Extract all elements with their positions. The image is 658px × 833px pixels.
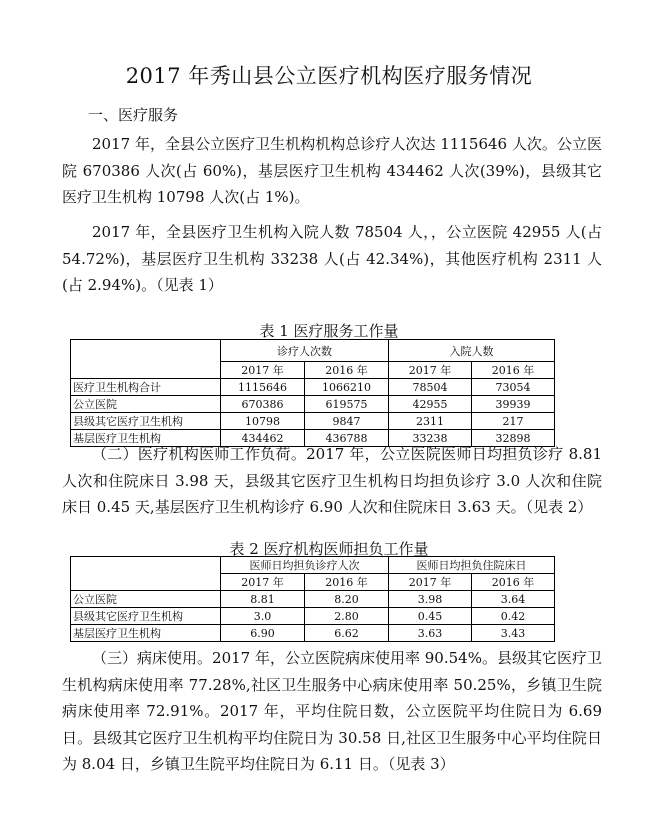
table-cell: 10798 bbox=[221, 413, 305, 430]
table2-group-daily-bed-days: 医师日均担负住院床日 bbox=[389, 557, 555, 574]
row-label: 公立医院 bbox=[71, 591, 221, 608]
paragraph-inpatient: 2017 年，全县医疗卫生机构入院人数 78504 人，，公立医院 42955 人(占 54.72%)，基层医疗卫生机构 33238 人(占 42.34%)，其他医疗机构 2311 人(占 2.94%)。（见表 1） bbox=[62, 223, 602, 294]
table-cell: 3.64 bbox=[472, 591, 555, 608]
table-cell: 42955 bbox=[389, 396, 472, 413]
table1-group-visits: 诊疗人次数 bbox=[221, 340, 389, 362]
paragraph-physician-workload: （二）医疗机构医师工作负荷。2017 年，公立医院医师日均担负诊疗 8.81 人次和住院床日 3.98 天，县级其它医疗卫生机构日均担负诊疗 3.0 人次和住院床日 0.45 天,基层医疗卫生机构诊疗 6.90 人次和住院床日 3.63 天。（见表 2） bbox=[62, 445, 602, 516]
table2-year-cell: 2016 年 bbox=[472, 574, 555, 591]
row-label: 公立医院 bbox=[71, 396, 221, 413]
table-cell: 32898 bbox=[472, 430, 555, 447]
table2-group-header-row bbox=[71, 557, 555, 574]
section-heading-medical-service: 一、医疗服务 bbox=[88, 106, 179, 124]
table1-group-header-row bbox=[71, 340, 555, 362]
table-cell: 3.0 bbox=[221, 608, 305, 625]
table-cell: 6.62 bbox=[305, 625, 389, 642]
table-cell: 2311 bbox=[389, 413, 472, 430]
row-label: 医疗卫生机构合计 bbox=[71, 379, 221, 396]
table-cell: 1115646 bbox=[221, 379, 305, 396]
table-cell: 9847 bbox=[305, 413, 389, 430]
table1-year-cell: 2017 年 bbox=[389, 362, 472, 379]
table-cell: 73054 bbox=[472, 379, 555, 396]
table-row bbox=[71, 396, 555, 413]
table-cell: 39939 bbox=[472, 396, 555, 413]
table-cell: 670386 bbox=[221, 396, 305, 413]
table1-corner-cell bbox=[71, 340, 221, 379]
table-row bbox=[71, 625, 555, 642]
table-cell: 1066210 bbox=[305, 379, 389, 396]
table-cell: 0.42 bbox=[472, 608, 555, 625]
table-row bbox=[71, 591, 555, 608]
table-medical-service-workload bbox=[70, 339, 555, 447]
table-cell: 3.63 bbox=[389, 625, 472, 642]
table2-year-cell: 2017 年 bbox=[221, 574, 305, 591]
table1-year-cell: 2017 年 bbox=[221, 362, 305, 379]
table-cell: 217 bbox=[472, 413, 555, 430]
table-cell: 8.81 bbox=[221, 591, 305, 608]
table-row bbox=[71, 608, 555, 625]
table2-year-cell: 2016 年 bbox=[305, 574, 389, 591]
table-physician-workload bbox=[70, 556, 555, 642]
table-cell: 2.80 bbox=[305, 608, 389, 625]
table1-year-cell: 2016 年 bbox=[472, 362, 555, 379]
table-cell: 6.90 bbox=[221, 625, 305, 642]
table2-caption: 表 2 医疗机构医师担负工作量 bbox=[229, 540, 429, 558]
table-cell: 33238 bbox=[389, 430, 472, 447]
row-label: 基层医疗卫生机构 bbox=[71, 430, 221, 447]
table2-corner-cell bbox=[71, 557, 221, 591]
table-cell: 8.20 bbox=[305, 591, 389, 608]
table1-group-admissions: 入院人数 bbox=[389, 340, 555, 362]
table1-caption: 表 1 医疗服务工作量 bbox=[259, 322, 399, 340]
table2-group-daily-visits: 医师日均担负诊疗人次 bbox=[221, 557, 389, 574]
table2-year-cell: 2017 年 bbox=[389, 574, 472, 591]
document-title: 2017 年秀山县公立医疗机构医疗服务情况 bbox=[125, 64, 533, 88]
table-cell: 436788 bbox=[305, 430, 389, 447]
row-label: 县级其它医疗卫生机构 bbox=[71, 608, 221, 625]
table-cell: 3.43 bbox=[472, 625, 555, 642]
table-row bbox=[71, 379, 555, 396]
table-cell: 434462 bbox=[221, 430, 305, 447]
paragraph-outpatient: 2017 年，全县公立医疗卫生机构机构总诊疗人次达 1115646 人次。公立医院 670386 人次(占 60%)，基层医疗卫生机构 434462 人次(39%)，县级其它医疗卫生机构 10798 人次(占 1%)。 bbox=[62, 135, 602, 206]
paragraph-bed-usage: （三）病床使用。2017 年，公立医院病床使用率 90.54%。县级其它医疗卫生机构病床使用率 77.28%,社区卫生服务中心病床使用率 50.25%，乡镇卫生院病床使用率 72.91%。2017 年，平均住院日数，公立医院平均住院日为 6.69 日。县级其它医疗卫生机构平均住院日为 30.58 日,社区卫生服务中心平均住院日为 8.04 日，乡镇卫生院平均住院日为 6.11 日。（见表 3） bbox=[62, 649, 602, 773]
table-cell: 3.98 bbox=[389, 591, 472, 608]
table-row bbox=[71, 413, 555, 430]
table-cell: 619575 bbox=[305, 396, 389, 413]
row-label: 县级其它医疗卫生机构 bbox=[71, 413, 221, 430]
row-label: 基层医疗卫生机构 bbox=[71, 625, 221, 642]
table-cell: 0.45 bbox=[389, 608, 472, 625]
table1-year-cell: 2016 年 bbox=[305, 362, 389, 379]
table-cell: 78504 bbox=[389, 379, 472, 396]
